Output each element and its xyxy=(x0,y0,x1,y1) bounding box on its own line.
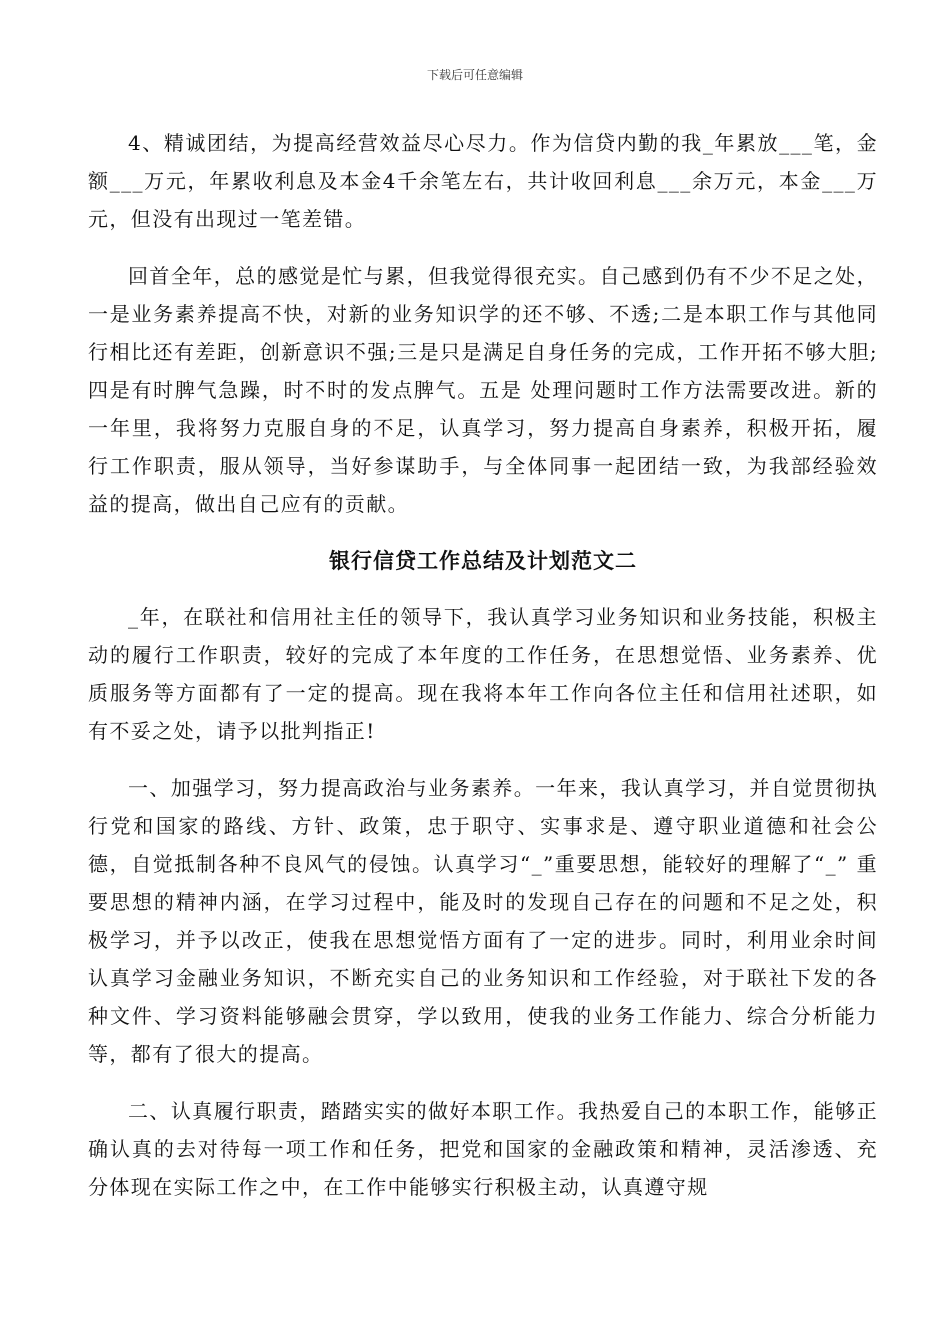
document-body xyxy=(88,124,878,1225)
section-title: 银行信贷工作总结及计划范文二 xyxy=(329,548,637,573)
paragraph: 二、认真履行职责，踏踏实实的做好本职工作。我热爱自己的本职工作，能够正确认真的去对待每一项工作和任务，把党和国家的金融政策和精神，灵活渗透、充分体现在实际工作之中，在工作中能够实行积极主动，认真遵守规 xyxy=(88,1099,878,1199)
paragraph: _年，在联社和信用社主任的领导下，我认真学习业务知识和业务技能，积极主动的履行工作职责，较好的完成了本年度的工作任务，在思想觉悟、业务素养、优质服务等方面都有了一定的提高。现在我将本年工作向各位主任和信用社述职，如有不妥之处，请予以批判指正! xyxy=(88,605,878,743)
paragraph: 回首全年，总的感觉是忙与累，但我觉得很充实。自己感到仍有不少不足之处，一是业务素养提高不快，对新的业务知识学的还不够、不透;二是本职工作与其他同行相比还有差距，创新意识不强;三是只是满足自身任务的完成，工作开拓不够大胆;四是有时脾气急躁，时不时的发点脾气。五是 处理问题时工作方法需要改进。新的一年里，我将努力克服自身的不足，认真学习，努力提高自身素养，积极开拓，履行工作职责，服从领导，当好参谋助手，与全体同事一起团结一致，为我部经验效益的提高，做出自己应有的贡献。 xyxy=(88,264,878,516)
page-header-note: 下载后可任意编辑 xyxy=(426,68,523,82)
paragraph: 一、加强学习，努力提高政治与业务素养。一年来，我认真学习，并自觉贯彻执行党和国家的路线、方针、政策，忠于职守、实事求是、遵守职业道德和社会公德，自觉抵制各种不良风气的侵蚀。认真学习“_”重要思想，能较好的理解了“_” 重要思想的精神内涵，在学习过程中，能及时的发现自己存在的问题和不足之处，积极学习，并予以改正，使我在思想觉悟方面有了一定的进步。同时，利用业余时间认真学习金融业务知识，不断充实自己的业务知识和工作经验，对于联社下发的各种文件、学习资料能够融会贯穿，学以致用，使我的业务工作能力、综合分析能力等，都有了很大的提高。 xyxy=(88,776,878,1066)
paragraph: 4、精诚团结，为提高经营效益尽心尽力。作为信贷内勤的我_年累放___笔，金额___万元，年累收利息及本金4千余笔左右，共计收回利息___余万元，本金___万元，但没有出现过一笔差错。 xyxy=(88,131,878,231)
